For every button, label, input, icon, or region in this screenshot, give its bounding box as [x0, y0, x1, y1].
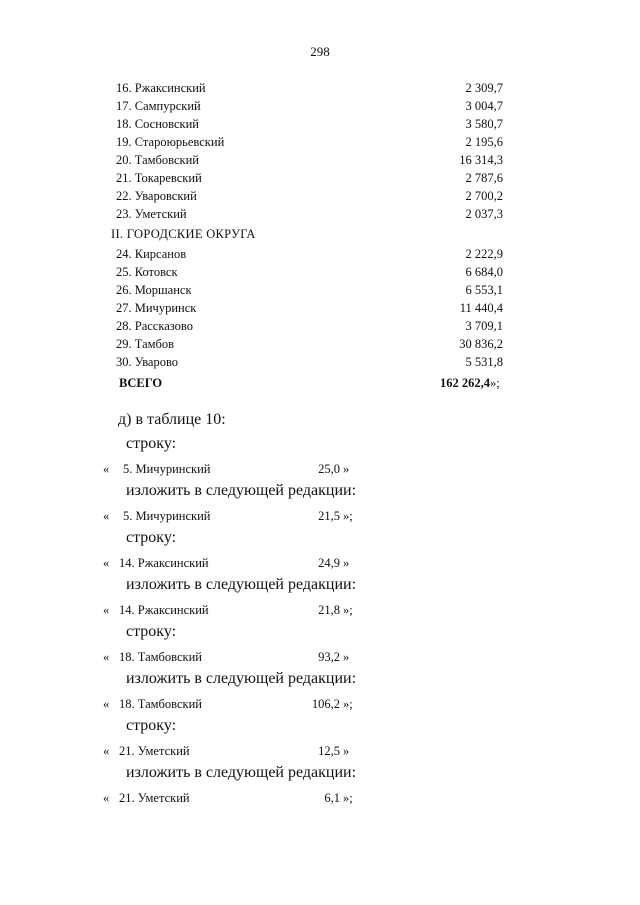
district-value: 3 709,1 [465, 319, 503, 333]
instruction-line: изложить в следующей редакции: [126, 764, 357, 781]
close-quote: » [343, 744, 350, 758]
open-quote: « [103, 744, 110, 758]
district-value: 3 004,7 [465, 99, 503, 113]
line-label: строку: [126, 717, 177, 734]
district-value: 2 700,2 [465, 189, 503, 203]
district-name: 23. Уметский [116, 207, 187, 221]
district-name: 22. Уваровский [116, 189, 197, 203]
open-quote: « [103, 791, 110, 805]
district-name: 19. Староюрьевский [116, 135, 225, 149]
page-number: 298 [310, 44, 330, 59]
open-quote: « [103, 650, 110, 664]
open-quote: « [103, 556, 110, 570]
district-value: 2 222,9 [465, 247, 503, 261]
row-value: 93,2 [318, 650, 340, 664]
line-label: строку: [126, 623, 177, 640]
close-quote: »; [343, 791, 353, 805]
district-value: 2 195,6 [465, 135, 503, 149]
district-name: 24. Кирсанов [116, 247, 187, 261]
row-name: 21. Уметский [119, 791, 190, 805]
district-name: 25. Котовск [116, 265, 178, 279]
total-label: ВСЕГО [119, 376, 163, 390]
district-name: 27. Мичуринск [116, 301, 197, 315]
district-name: 28. Рассказово [116, 319, 193, 333]
row-value: 25,0 [318, 462, 340, 476]
district-name: 20. Тамбовский [116, 153, 199, 167]
row-name: 5. Мичуринский [123, 462, 211, 476]
district-value: 5 531,8 [465, 355, 503, 369]
district-value: 2 787,6 [465, 171, 503, 185]
row-name: 14. Ржаксинский [119, 556, 209, 570]
total-value-group [440, 375, 500, 391]
row-value: 24,9 [318, 556, 340, 570]
district-value: 30 836,2 [459, 337, 503, 351]
district-value: 3 580,7 [465, 117, 503, 131]
row-name: 18. Тамбовский [119, 697, 202, 711]
district-name: 17. Сампурский [116, 99, 201, 113]
close-quote: »; [343, 509, 353, 523]
instruction-line: изложить в следующей редакции: [126, 670, 357, 687]
intro-line: д) в таблице 10: [118, 411, 226, 428]
district-name: 29. Тамбов [116, 337, 175, 351]
open-quote: « [103, 509, 110, 523]
open-quote: « [103, 603, 110, 617]
instruction-line: изложить в следующей редакции: [126, 482, 357, 499]
row-value: 12,5 [318, 744, 340, 758]
open-quote: « [103, 697, 110, 711]
district-value: 11 440,4 [459, 301, 503, 315]
district-name: 18. Сосновский [116, 117, 199, 131]
row-name: 18. Тамбовский [119, 650, 202, 664]
district-value: 2 037,3 [465, 207, 503, 221]
row-value: 106,2 [311, 697, 340, 711]
section-heading: II. ГОРОДСКИЕ ОКРУГА [111, 227, 256, 241]
instruction-line: изложить в следующей редакции: [126, 576, 357, 593]
close-quote: »; [343, 697, 353, 711]
row-name: 5. Мичуринский [123, 509, 211, 523]
close-quote: »; [343, 603, 353, 617]
close-quote: » [343, 556, 350, 570]
total-suffix: »; [490, 376, 500, 390]
row-value: 6,1 [324, 791, 340, 805]
district-value: 16 314,3 [459, 153, 503, 167]
open-quote: « [103, 462, 110, 476]
district-name: 26. Моршанск [116, 283, 192, 297]
district-value: 6 553,1 [465, 283, 503, 297]
district-name: 30. Уварово [116, 355, 179, 369]
row-name: 21. Уметский [119, 744, 190, 758]
district-name: 16. Ржаксинский [116, 81, 206, 95]
row-name: 14. Ржаксинский [119, 603, 209, 617]
district-value: 2 309,7 [465, 81, 503, 95]
district-name: 21. Токаревский [116, 171, 202, 185]
line-label: строку: [126, 529, 177, 546]
row-value: 21,5 [318, 509, 340, 523]
total-value: 162 262,4 [440, 376, 490, 390]
close-quote: » [343, 462, 350, 476]
line-label: строку: [126, 435, 177, 452]
row-value: 21,8 [318, 603, 340, 617]
close-quote: » [343, 650, 350, 664]
district-value: 6 684,0 [465, 265, 503, 279]
